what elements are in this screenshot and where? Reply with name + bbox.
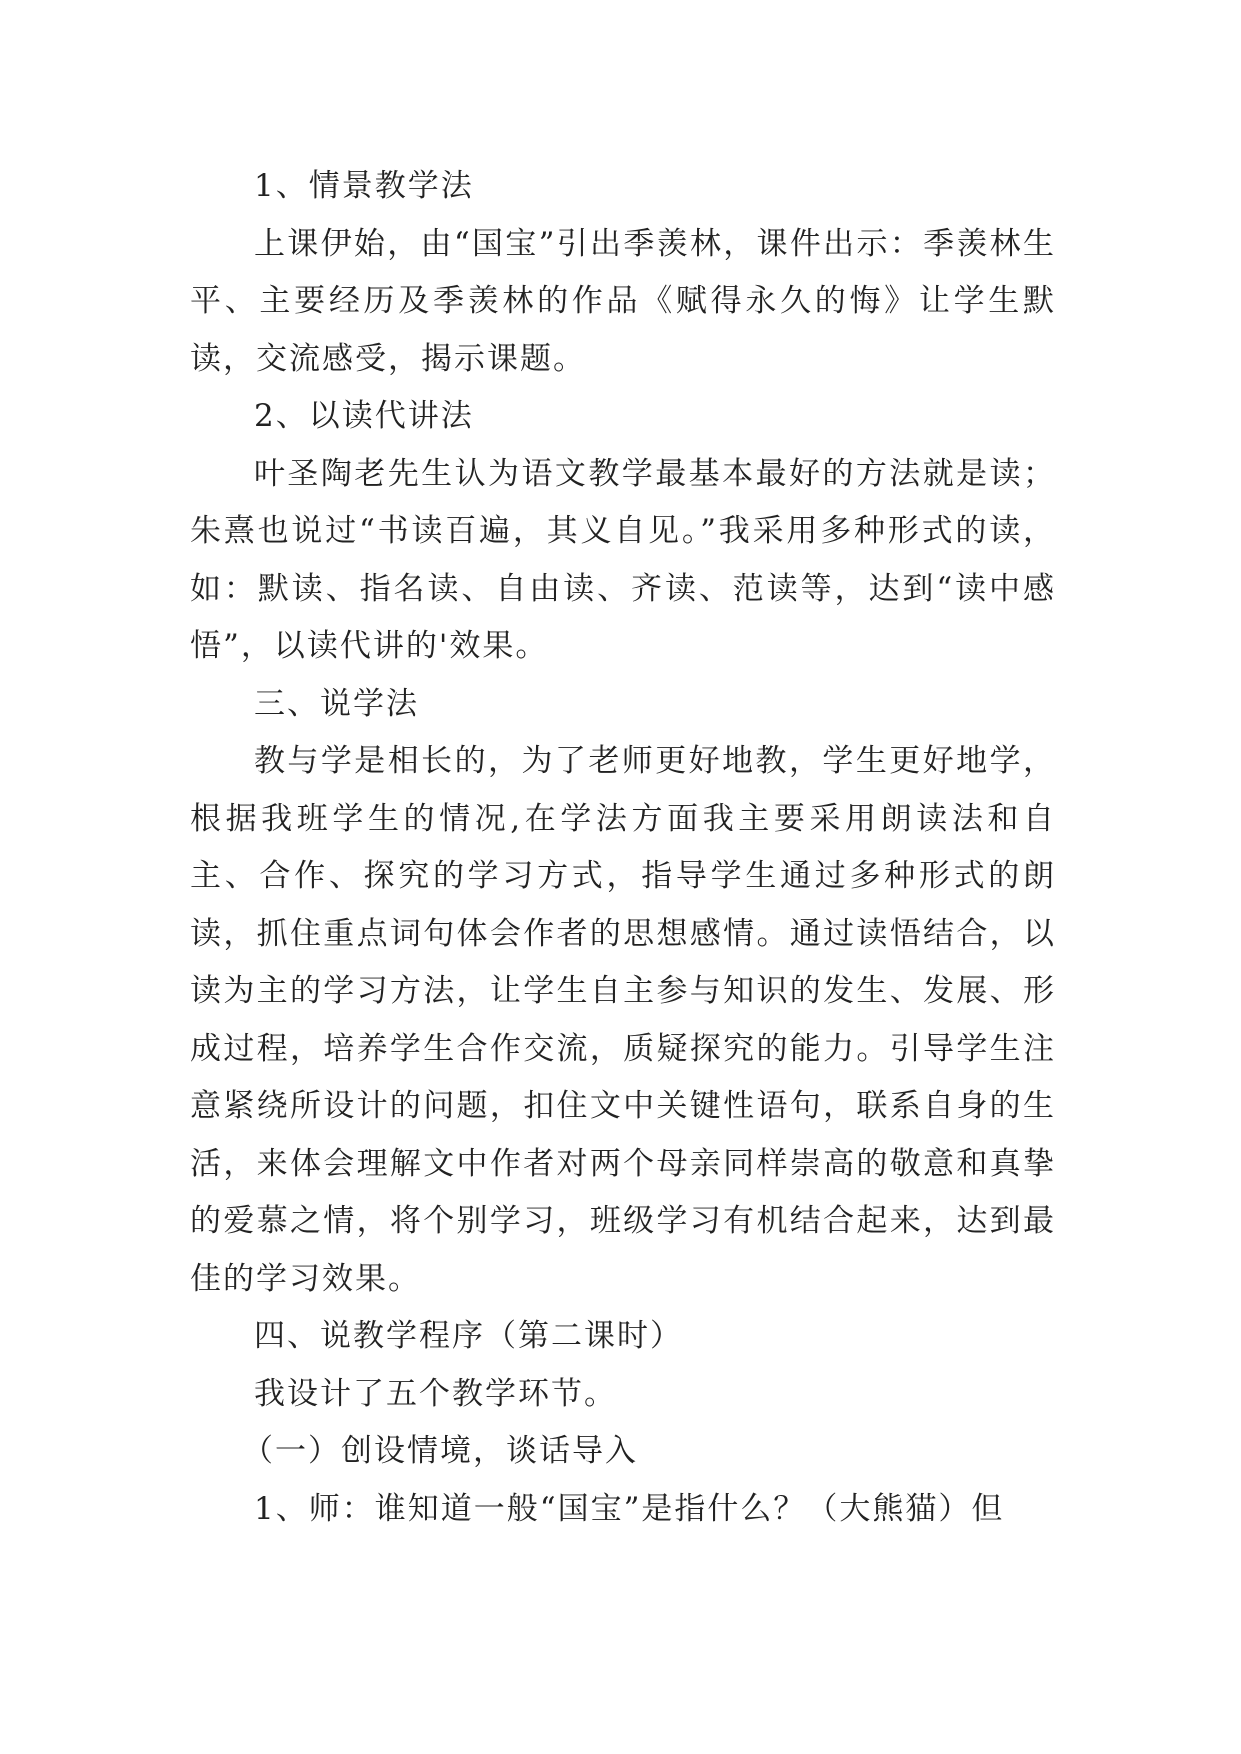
paragraph-learning: 教与学是相长的，为了老师更好地教，学生更好地学，根据我班学生的情况,在学法方面我主要采用朗读法和自主、合作、探究的学习方式，指导学生通过多种形式的朗读，抓住重点词句体会作者的思想感情。通过读悟结合，以读为主的学习方法，让学生自主参与知识的发生、发展、形成过程，培养学生合作交流，质疑探究的能力。引导学生注意紧绕所设计的问题，扣住文中关键性语句，联系自身的生活，来体会理解文中作者对两个母亲同样崇高的敬意和真挚的爱慕之情，将个别学习，班级学习有机结合起来，达到最佳的学习效果。 — [190, 743, 1056, 1297]
heading-learning-method: 三、说学法 — [254, 685, 419, 722]
heading-reading-method: 2、以读代讲法 — [254, 398, 474, 434]
heading-teaching-procedure: 四、说教学程序（第二课时） — [254, 1318, 683, 1354]
paragraph-reading: 叶圣陶老先生认为语文教学最基本最好的方法就是读；朱熹也说过“书读百遍，其义自见。”我采用多种形式的读，如：默读、指名读、自由读、齐读、范读等，达到“读中感悟”，以读代讲的'效果。 — [190, 455, 1056, 664]
paragraph-five-steps: 我设计了五个教学环节。 — [254, 1375, 617, 1412]
paragraph-question: 1、师：谁知道一般“国宝”是指什么？（大熊猫）但 — [254, 1490, 1005, 1527]
heading-scene-setting: （一）创设情境，谈话导入 — [242, 1433, 638, 1469]
heading-situational-teaching: 1、情景教学法 — [254, 168, 474, 204]
document-body — [190, 158, 1056, 1538]
paragraph-intro: 上课伊始，由“国宝”引出季羡林，课件出示：季羡林生平、主要经历及季羡林的作品《赋得永久的悔》让学生默读，交流感受，揭示课题。 — [190, 225, 1056, 377]
